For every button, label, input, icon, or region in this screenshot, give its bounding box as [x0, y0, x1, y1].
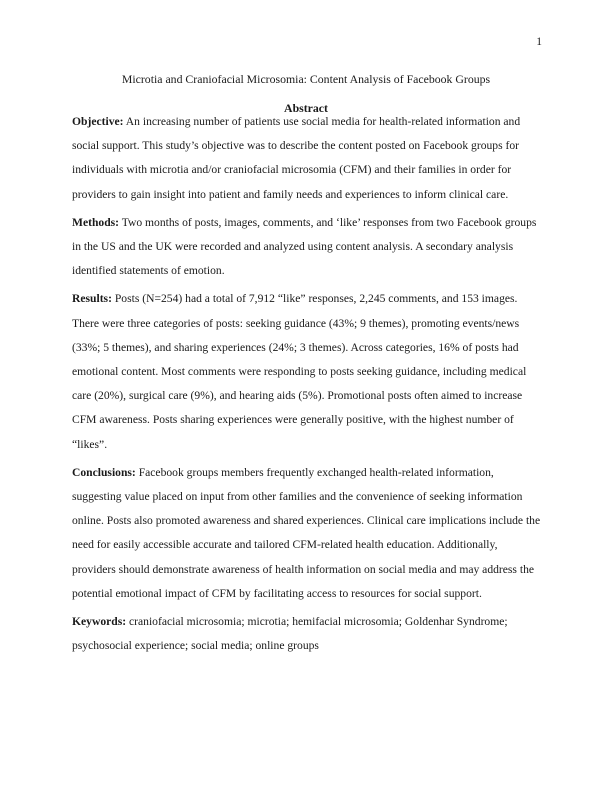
conclusions-text: Facebook groups members frequently exchanged health-related information, suggesting value placed on input from other families and the convenience of seeking information online. Posts also promoted awareness and shared experiences. Clinical care implications include the need for easily accessible accurate and tailored CFM-related health education. Additionally, providers should demonstrate awareness of health information on social media and may address the potential emotional impact of CFM by facilitating access to resources for social support.	[72, 465, 541, 600]
conclusions-label: Conclusions:	[72, 465, 136, 479]
results-text: Posts (N=254) had a total of 7,912 “like” responses, 2,245 comments, and 153 images. There were three categories of posts: seeking guidance (43%; 9 themes), promoting events/news (33%; 5 themes), and sharing experiences (24%; 3 themes). Across categories, 16% of posts had emotional content. Most comments were responding to posts seeking guidance, including medical care (20%), surgical care (9%), and hearing aids (5%). Promotional posts often aimed to increase CFM awareness. Posts sharing experiences were generally positive, with the highest number of “likes”.	[72, 292, 527, 451]
keywords-label: Keywords:	[72, 615, 127, 629]
paper-title: Microtia and Craniofacial Microsomia: Content Analysis of Facebook Groups	[121, 72, 491, 86]
objective-label: Objective:	[72, 115, 124, 128]
methods-section	[72, 211, 542, 284]
abstract-heading: Abstract	[284, 101, 328, 115]
objective-text: An increasing number of patients use social media for health-related information and social support. This study’s objective was to describe the content posted on Facebook groups for individuals with microtia and/or craniofacial microsomia (CFM) and their families in order for providers to gain insight into patient and family needs and experiences to inform clinical care.	[72, 115, 521, 201]
results-section	[72, 287, 542, 456]
methods-label: Methods:	[72, 215, 120, 229]
abstract-body	[72, 110, 542, 662]
keywords-text: craniofacial microsomia; microtia; hemifacial microsomia; Goldenhar Syndrome; psychosocial experience; social media; online groups	[72, 615, 508, 653]
results-label: Results:	[72, 292, 112, 306]
keywords-section	[72, 610, 542, 658]
methods-text: Two months of posts, images, comments, and ‘like’ responses from two Facebook groups in the US and the UK were recorded and analyzed using content analysis. A secondary analysis identified statements of emotion.	[72, 215, 537, 278]
conclusions-section	[72, 461, 542, 606]
objective-section	[72, 110, 542, 207]
page-number: 1	[536, 36, 542, 48]
